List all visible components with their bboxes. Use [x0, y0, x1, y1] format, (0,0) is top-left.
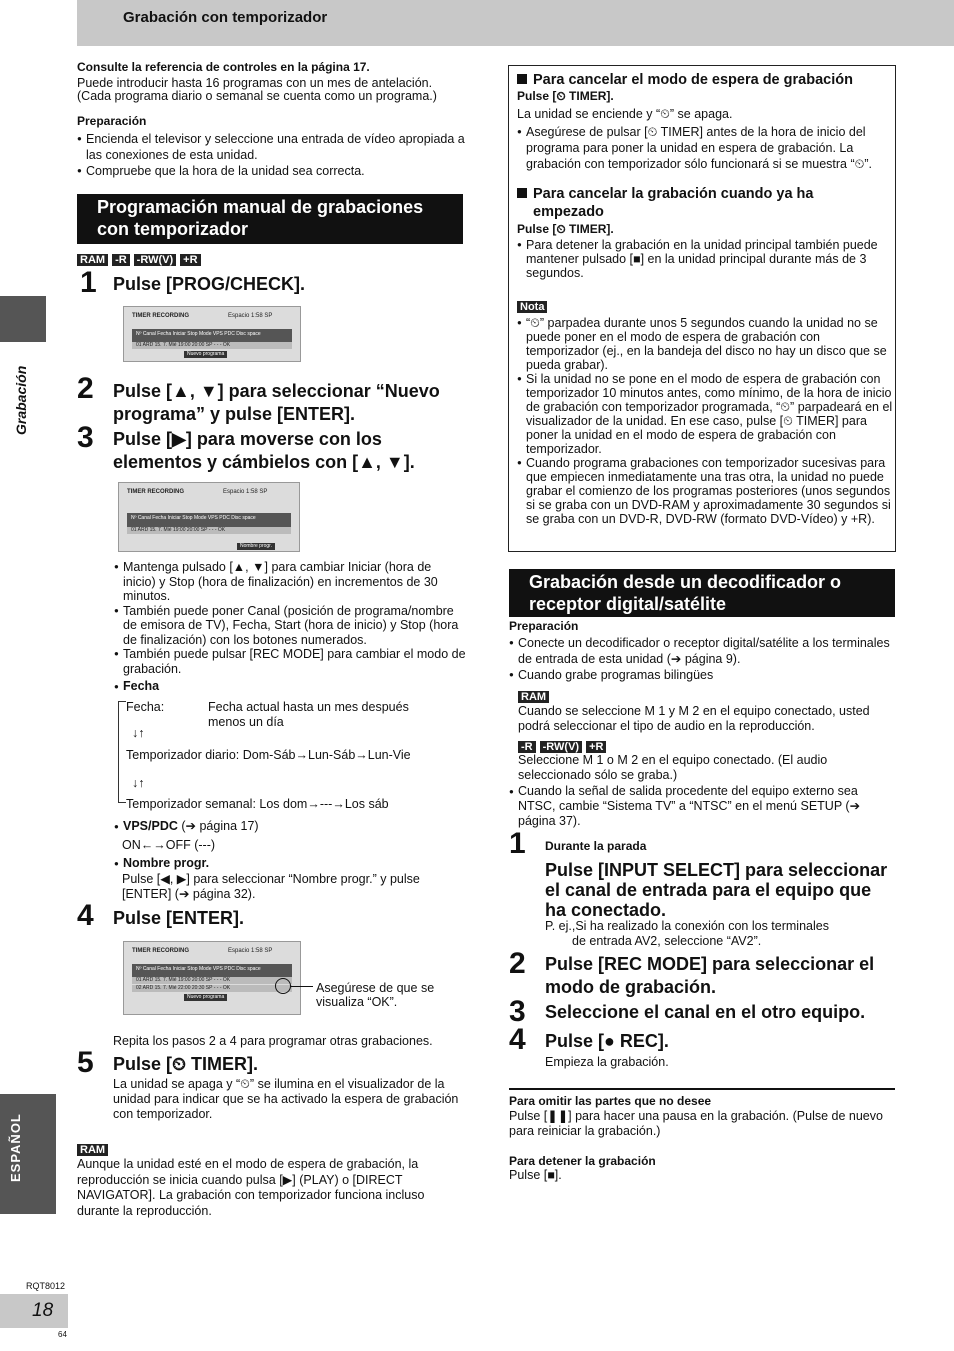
s4-heading: Pulse [● REC].: [545, 1031, 669, 1051]
screen-title: TIMER RECORDING: [132, 948, 189, 954]
step2-heading: Pulse [▲, ▼] para seleccionar “Nuevo programa” y pulse [ENTER].: [113, 381, 440, 424]
ok-note: Asegúrese de que se visualiza “OK”.: [316, 981, 435, 1009]
stop-text: Pulse [■].: [509, 1168, 562, 1182]
sidebar-section: [10, 350, 40, 450]
intro-line-1: Puede introducir hasta 16 programas con un mes de antelación.: [77, 76, 433, 90]
s1-example: P. ej.,Si ha realizado la conexión con los terminales de entrada AV2, seleccione “AV2”.: [545, 919, 829, 948]
note-item: ● Cuando programa grabaciones con temporizador sucesivas para que empiecen inmediatamente una tras otra, la unidad no puede grabar el comienzo de los programas posteriores (unos segundos si se graba con un DVD-RAM y aproximadamente 30 segundos si se graba con un DVD-R, DVD-RW (formato DVD-Vídeo) y +R).: [517, 456, 893, 526]
nota-tag-wrap: [517, 299, 551, 314]
screen-new-program: Nuevo programa: [184, 994, 227, 1001]
timer-screen-2: [118, 482, 300, 552]
screen-space: Espacio 1:58 SP: [228, 948, 273, 954]
r-text: Seleccione M 1 o M 2 en el equipo conectado. (El audio seleccionado sólo se graba.): [518, 753, 828, 782]
repeat-note: Repita los pasos 2 a 4 para programar otras grabaciones.: [113, 1034, 433, 1048]
screen-table-head: Nº Canal Fecha Iniciar Stop Mode VPS PDC Disc space: [132, 964, 292, 978]
prep-item: ● Conecte un decodificador o receptor digital/satélite a los terminales de entrada de esta unidad (➔ página 9).: [509, 635, 894, 667]
ref-note: Consulte la referencia de controles en la página 17.: [77, 60, 370, 74]
fecha-heading: [114, 679, 159, 694]
intro-line-2: (Cada programa diario o semanal se cuenta como un programa.): [77, 89, 437, 103]
step5-heading: Pulse [⏲ TIMER].: [113, 1054, 259, 1074]
disc-tag: -RW(V): [134, 254, 176, 266]
weekly-timer: Temporizador semanal: Los dom→---→Los sáb: [126, 797, 389, 811]
cancel2-press: Pulse [⏲ TIMER].: [517, 222, 614, 236]
cycle-arrow: ↓↑: [132, 726, 145, 740]
prep-list: [77, 131, 467, 179]
screen-space: Espacio 1:58 SP: [223, 489, 268, 495]
section-title-manual: Programación manual de grabaciones con temporizador: [77, 194, 463, 244]
screen-row: 01 ARD 15. 7. Mié 19:00 20:00 SP - - - OK: [127, 527, 291, 534]
step-number: 1: [80, 266, 97, 299]
bullet-item: ● Para detener la grabación en la unidad principal también puede mantener pulsado [■] en la unidad principal durante más de 3 segundos.: [517, 238, 889, 280]
fecha-title: ● Fecha: [114, 679, 159, 694]
cancel2-bullets: [517, 238, 889, 280]
step-number: 3: [77, 421, 94, 454]
prep-item: ● Encienda el televisor y seleccione una entrada de vídeo apropiada a las conexiones de esta unidad.: [77, 131, 467, 163]
screen-row: 01 ARD 15. 7. Mié 19:00 20:00 SP - - - OK: [132, 342, 292, 349]
step5-desc: La unidad se apaga y “⏲” se ilumina en el visualizador de la unidad para indicar que se ha activado la espera de grabación con temporizador.: [113, 1077, 459, 1121]
bullet-item: ● También puede pulsar [REC MODE] para cambiar el modo de grabación.: [114, 647, 466, 676]
bullet-item: ● Cuando la señal de salida procedente del equipo externo sea NTSC, cambie “Sistema TV” a “NTSC” en el menú SETUP (➔ página 37).: [509, 784, 874, 829]
page-number-box: [0, 1294, 68, 1328]
cycle-arrow: ↓↑: [132, 776, 145, 790]
ram-tag-wrap: [518, 689, 553, 704]
cancel1-press: Pulse [⏲ TIMER].: [517, 89, 614, 103]
disc-tag: +R: [180, 254, 200, 266]
disc-tags: [77, 252, 205, 267]
bullet-item: ● También puede poner Canal (posición de programa/nombre de emisora de TV), Fecha, Start (hora de inicio) y Stop (hora de finalización) con los botones numerados.: [114, 604, 466, 648]
disc-tag: +R: [586, 741, 606, 753]
language-label: ESPAÑOL: [8, 1113, 23, 1182]
timer-screen-3: [123, 941, 301, 1015]
step-number: 2: [509, 947, 526, 980]
screen-table-head: Nº Canal Fecha Iniciar Stop Mode VPS PDC Disc space: [127, 513, 291, 531]
step-number: 3: [509, 995, 526, 1028]
prep-item: ● Cuando grabe programas bilingües: [509, 667, 894, 683]
screen-title: TIMER RECORDING: [132, 313, 189, 319]
fecha-bracket: [118, 701, 126, 803]
divider: [509, 1088, 895, 1090]
screen-space: Espacio 1:58 SP: [228, 313, 273, 319]
disc-tag: RAM: [77, 254, 108, 266]
s1-heading: Pulse [INPUT SELECT] para seleccionar el canal de entrada para el equipo que ha conectado.: [545, 860, 888, 920]
cancel2-title: Para cancelar la grabación cuando ya ha empezado: [517, 185, 877, 221]
ok-circle: [275, 978, 291, 994]
cancel1-bullets: [517, 124, 887, 172]
prep2-title: Preparación: [509, 619, 579, 633]
ntsc-note: [509, 784, 874, 829]
daily-timer: Temporizador diario: Dom-Sáb→Lun-Sáb→Lun-Vie: [126, 748, 411, 762]
header-bar: [77, 0, 954, 46]
screen-title: TIMER RECORDING: [127, 489, 184, 495]
step3-heading: Pulse [▶] para moverse con los elementos y cámbielos con [▲, ▼].: [113, 429, 415, 472]
sidebar-section-label: Grabación: [13, 365, 29, 435]
step-number: 5: [77, 1046, 94, 1079]
vps-onoff: ON←→OFF (---): [122, 838, 216, 852]
screen-row: 01 ARD 15. 7. Mié 19:00 20:00 SP - - - OK: [132, 977, 292, 984]
square-bullet-icon: [517, 74, 527, 84]
step-number: 2: [77, 372, 94, 405]
ram-desc: Aunque la unidad esté en el modo de espera de grabación, la reproducción se inicia cuando pulsa [▶] (PLAY) o [DIRECT NAVIGATOR]. La grabación con temporizador funciona incluso durante la reproducción.: [77, 1157, 425, 1218]
note-item: ● “⏲” parpadea durante unos 5 segundos cuando la unidad no se puede poner en el modo de espera de grabación con temporizador (ej., en la bandeja del disco no hay un disco que se pueda grabar).: [517, 316, 893, 372]
disc-tag: RAM: [77, 1144, 108, 1156]
screen-program-name: Nombre progr.: [237, 543, 275, 550]
language-tab: [0, 1094, 56, 1214]
vps-item: ● VPS/PDC (➔ página 17): [114, 819, 259, 834]
nombre-desc: Pulse [◀, ▶] para seleccionar “Nombre progr.” y pulse [ENTER] (➔ página 32).: [122, 872, 420, 901]
section-title-decoder: Grabación desde un decodificador o receptor digital/satélite: [509, 569, 895, 617]
omit-title: Para omitir las partes que no desee: [509, 1094, 712, 1108]
stop-title: Para detener la grabación: [509, 1154, 656, 1168]
note-tag: Nota: [517, 301, 547, 313]
nombre-title: ● Nombre progr.: [114, 856, 209, 871]
screen-table-head: Nº Canal Fecha Iniciar Stop Mode VPS PDC Disc space: [132, 329, 292, 349]
ram-text: Cuando se seleccione M 1 y M 2 en el equipo conectado, usted podrá seleccionar el tipo de audio en la reproducción.: [518, 704, 870, 733]
timer-screen-1: [123, 306, 301, 362]
page-number: 18: [32, 1300, 54, 1321]
fecha-desc: Fecha actual hasta un mes después menos un día: [208, 700, 409, 729]
page-header-title: Grabación con temporizador: [123, 9, 328, 26]
note-item: ● Si la unidad no se pone en el modo de espera de grabación con temporizador 10 minutos antes, como mínimo, de la hora de inicio de grabación con temporizador programada, “⏲” parpadeará en el visualizador de la unidad. En ese caso, pulse [⏲ TIMER] para poner la unidad en el modo de espera de grabación con temporizador.: [517, 372, 893, 456]
step3-bullets: [114, 560, 466, 676]
step-number: 1: [509, 827, 526, 860]
omit-text: Pulse [❚❚] para hacer una pausa en la grabación. (Pulse de nuevo para reiniciar la grabación.): [509, 1109, 883, 1138]
prep-item: ● Compruebe que la hora de la unidad sea correcta.: [77, 163, 467, 179]
s3-heading: Seleccione el canal en el otro equipo.: [545, 1002, 866, 1022]
s4-desc: Empieza la grabación.: [545, 1055, 669, 1069]
s2-heading: Pulse [REC MODE] para seleccionar el modo de grabación.: [545, 954, 875, 997]
ram-tag-wrap: [77, 1142, 112, 1157]
prep2-list: [509, 635, 894, 683]
prep-title: Preparación: [77, 114, 147, 128]
step-number: 4: [509, 1023, 526, 1056]
bullet-item: ● Mantenga pulsado [▲, ▼] para cambiar Iniciar (hora de inicio) y Stop (hora de finalización) en incrementos de 30 minutos.: [114, 560, 466, 604]
cancel-box: [508, 65, 896, 552]
fecha-label: Fecha:: [126, 700, 165, 714]
nombre-heading: [114, 856, 209, 871]
cancel1-title: Para cancelar el modo de espera de grabación: [517, 71, 853, 89]
sidebar-marker: [0, 296, 46, 342]
r-tags: [518, 739, 610, 754]
disc-tag: RAM: [518, 691, 549, 703]
callout-line: [291, 986, 313, 987]
s1-small: Durante la parada: [545, 839, 647, 853]
vps-line: [114, 819, 259, 834]
bullet-item: ● Asegúrese de pulsar [⏲ TIMER] antes de la hora de inicio del programa para poner la unidad en espera de grabación. La grabación con temporizador sólo funcionará si se muestra “⏲”.: [517, 124, 887, 172]
screen-new-program: Nuevo programa: [184, 351, 227, 358]
step-number: 4: [77, 899, 94, 932]
disc-tag: -R: [112, 254, 130, 266]
disc-tag: -R: [518, 741, 536, 753]
screen-row: 02 ARD 15. 7. Mié 22:00 20:30 SP - - - OK: [132, 985, 292, 992]
square-bullet-icon: [517, 188, 527, 198]
cancel1-text: La unidad se enciende y “⏲” se apaga.: [517, 107, 733, 121]
step4-heading: Pulse [ENTER].: [113, 908, 245, 928]
notes-list: [517, 316, 893, 526]
disc-tag: -RW(V): [540, 741, 582, 753]
model-code: RQT8012: [26, 1281, 66, 1291]
sub-page-number: 64: [58, 1330, 67, 1339]
step1-heading: Pulse [PROG/CHECK].: [113, 274, 306, 294]
